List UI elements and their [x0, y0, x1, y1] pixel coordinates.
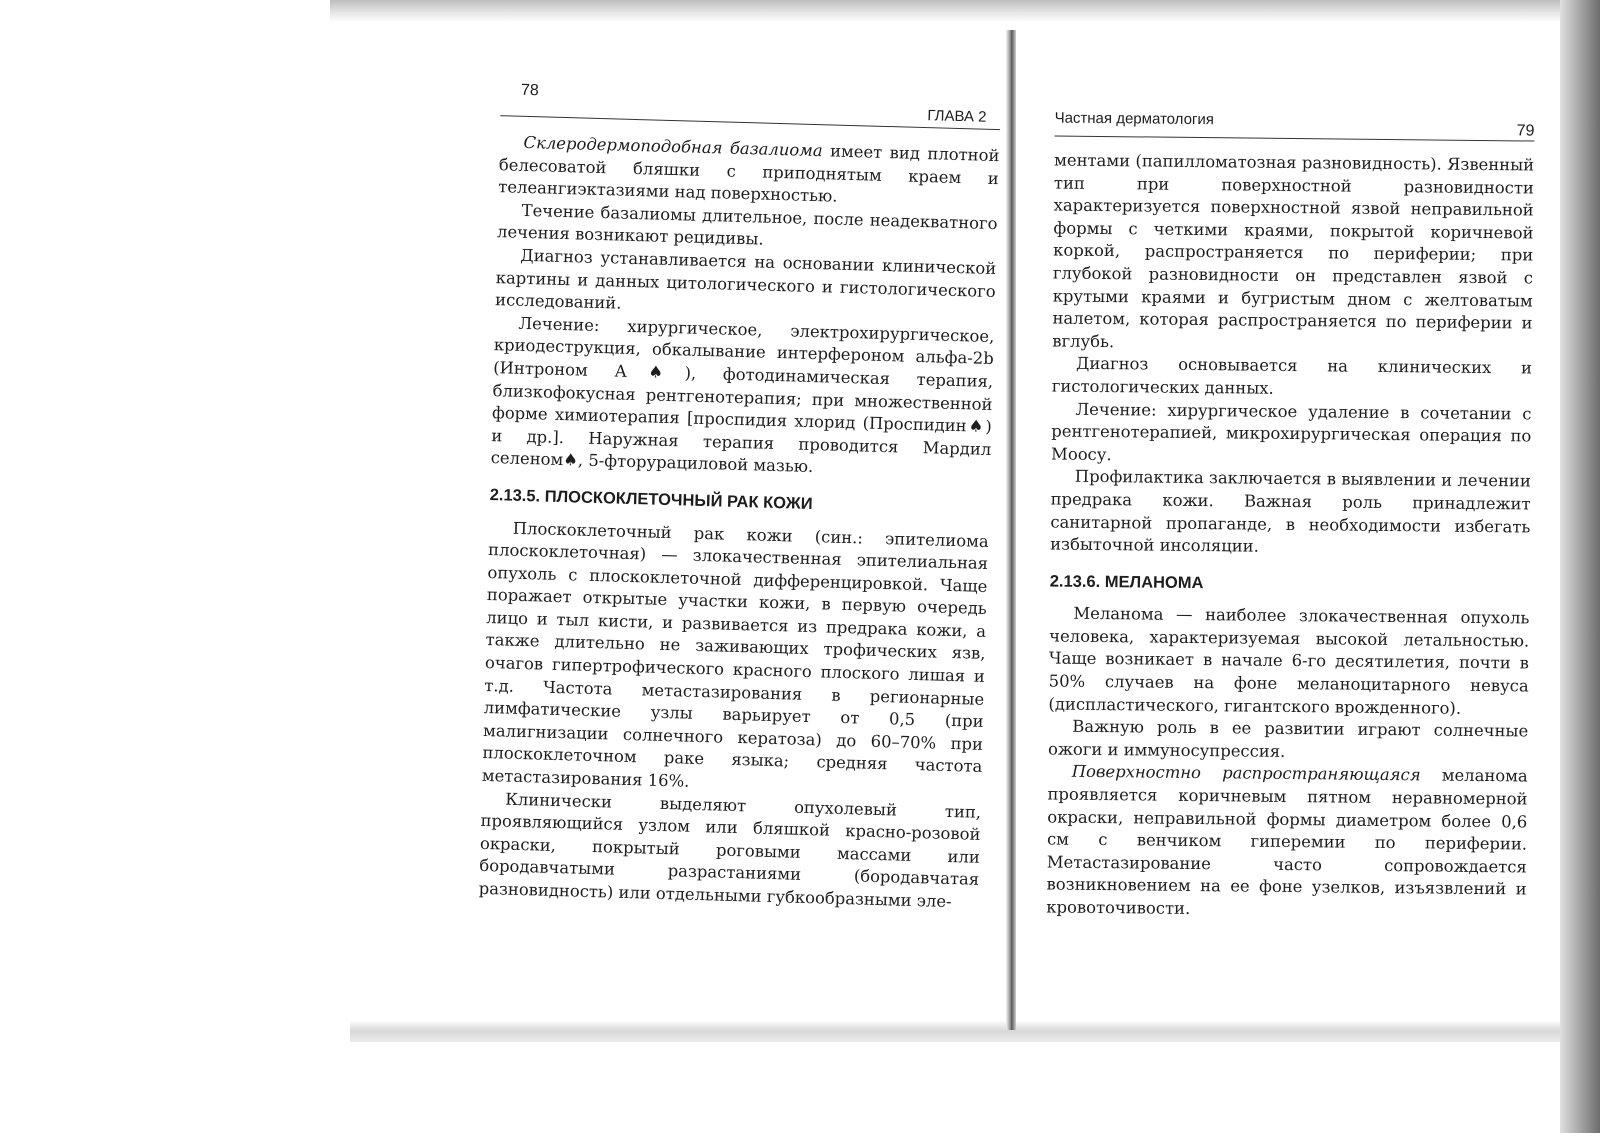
running-head: ГЛАВА 2 — [927, 107, 987, 126]
paragraph: Лечение: хирургическое, электрохирургическое, криодеструкция, обкалывание интерфероном альфа-2b (Интроном А♠), фотодинамическая терапия, близкофокусная рентгенотерапия; при множественной форме химиотерапия [проспидия хлорид (Проспидин♠) и др.]. Наружная терапия проводится Мардил селеном♠, 5-фторурациловой мазью. — [490, 313, 995, 477]
paragraph: Плоскоклеточный рак кожи (син.: эпителиома плоскоклеточная) — злокачественная эпителиальная опухоль с плоскоклеточной дифференцировкой. Чаще поражает открытые участки кожи, в первую очередь лицо и тыл кисти, и развивается из предрака кожи, а также длительно не заживающих трофических язв, очагов гипертрофического красного плоского лишая и т.д. Частота метастазирования в регионарные лимфатические узлы варьирует от 0,5 (при малигнизации солнечного кератоза) до 60–70% при плоскоклеточном раке языка; средняя частота метастазирования 16%. — [481, 518, 989, 791]
left-page-body — [478, 131, 999, 914]
left-page — [472, 0, 1003, 1140]
left-page-header — [500, 81, 1001, 130]
paragraph: Профилактика заключается в выявлении и лечении предрака кожи. Важная роль принадлежит санитарной пропаганде, в необходимости избегать избыточной инсоляции. — [1050, 467, 1531, 556]
emphasis-term: Поверхностно распространяющаяся — [1071, 762, 1421, 785]
page-number: 79 — [1516, 122, 1535, 140]
emphasis-term: Склеродермоподобная базалиома — [523, 132, 823, 161]
paragraph: Диагноз основывается на клинических и гистологических данных. — [1051, 354, 1533, 398]
right-page — [1044, 0, 1536, 1135]
page-number: 78 — [520, 81, 540, 100]
paragraph: Течение базалиомы длительное, после неадекватного лечения возникают рецидивы. — [496, 200, 998, 249]
paragraph: Клинически выделяют опухолевый тип, проявляющийся узлом или бляшкой красно-розовой окраски, покрытый роговыми массами или бородавчатыми разрастаниями (бородавчатая разновидность) или отдельными губкообразными эле- — [478, 789, 982, 912]
paragraph — [1046, 761, 1528, 924]
section-heading: 2.13.5. ПЛОСКОКЛЕТОЧНЫЙ РАК КОЖИ — [489, 485, 813, 513]
paragraph: Лечение: хирургическое удаление в сочетании с рентгенотерапией, микрохирургическая операция по Моосу. — [1051, 399, 1532, 464]
right-page-body — [1046, 150, 1534, 925]
paragraph: Диагноз устанавливается на основании клинической картины и данных цитологического и гистологического исследований. — [494, 245, 997, 313]
paragraph: Важную роль в ее развитии играют солнечные ожоги и иммуносупрессия. — [1047, 716, 1529, 761]
paragraph-text: меланома проявляется коричневым пятном неравномерной окраски, неправильной формы диаметром более 0,6 см с венчиком гиперемии по периферии. Метастазирование часто сопровождается возникновением на ее фоне узелков, изъязвлений и кровоточивости. — [1046, 765, 1528, 918]
paragraph: ментами (папилломатозная разновидность). Язвенный тип при поверхностной разновидности характеризуется поверхностной язвой неправильной формы с четкими краями, покрытой коричневой коркой, распространяется по периферии; при глубокой разновидности он представлен язвой с крутыми краями и бугристым дном с желтоватым налетом, которая распространяется по периферии и вглубь. — [1052, 150, 1535, 351]
running-head: Частная дерматология — [1054, 109, 1215, 129]
right-page-header — [1054, 108, 1534, 142]
paragraph: Меланома — наиболее злокачественная опухоль человека, характеризуемая высокой летальностью. Чаще возникает в начале 6-го десятилетия, почти в 50% случаев на фоне меланоцитарного невуса (диспластического, гигантского врожденного). — [1048, 604, 1530, 718]
section-heading: 2.13.6. МЕЛАНОМА — [1049, 572, 1204, 592]
book-spine — [1006, 30, 1016, 1030]
paragraph-text: имеет вид плотной белесоватой бляшки с приподнятым краем и телеангиэктазиями над поверхностью. — [498, 141, 1000, 206]
scan-right-edge — [1560, 0, 1600, 1133]
